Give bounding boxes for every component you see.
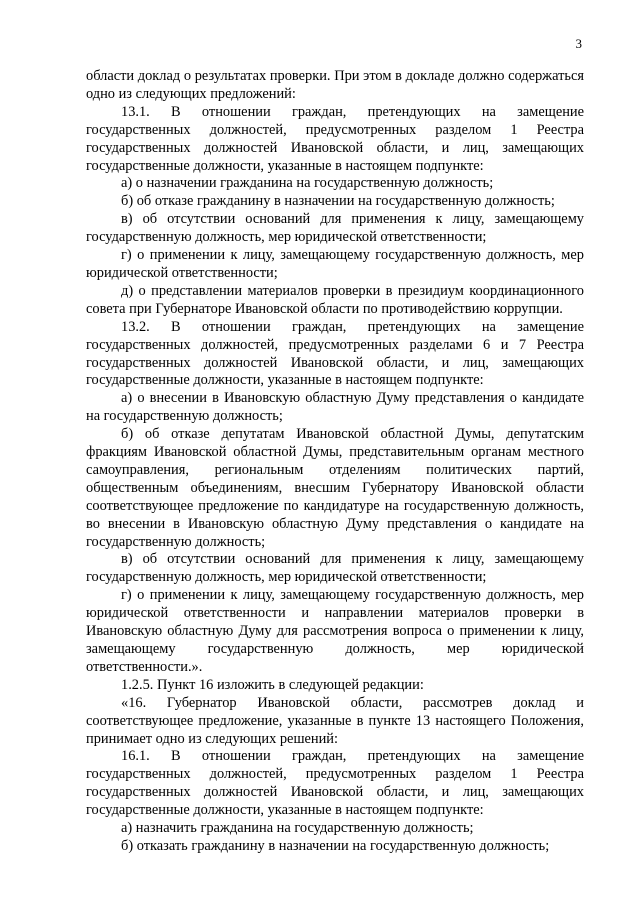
paragraph: б) об отказе гражданину в назначении на государственную должность; xyxy=(121,193,555,210)
paragraph: г) о применении к лицу, замещающему государственную должность, мер юридической ответственности и направлении материалов проверки в Ивановскую областную Думу для рассмотрения вопроса о применении к лицу, замещающему государственную должность, мер юридической ответственности.». xyxy=(86,587,584,675)
paragraph: а) назначить гражданина на государственную должность; xyxy=(121,820,474,837)
paragraph: «16. Губернатор Ивановской области, рассмотрев доклад и соответствующее предложение, указанные в пункте 13 настоящего Положения, принимает одно из следующих решений: xyxy=(86,694,584,747)
paragraph: д) о представлении материалов проверки в президиум координационного совета при Губернаторе Ивановской области по противодействию коррупции. xyxy=(86,282,584,317)
paragraph: 13.1. В отношении граждан, претендующих на замещение государственных должностей, предусмотренных разделом 1 Реестра государственных должностей Ивановской области, и лиц, замещающих государственные должности, указанные в настоящем подпункте: xyxy=(86,103,584,174)
document-body xyxy=(86,68,584,856)
paragraph: а) о назначении гражданина на государственную должность; xyxy=(121,175,494,192)
paragraph: г) о применении к лицу, замещающему государственную должность, мер юридической ответственности; xyxy=(86,247,584,281)
paragraph: в) об отсутствии оснований для применения к лицу, замещающему государственную должность, мер юридической ответственности; xyxy=(86,551,584,586)
paragraph: 1.2.5. Пункт 16 изложить в следующей редакции: xyxy=(121,676,424,693)
paragraph: в) об отсутствии оснований для применения к лицу, замещающему государственную должность, мер юридической ответственности; xyxy=(86,211,584,246)
paragraph: области доклад о результатах проверки. При этом в докладе должно содержаться одно из следующих предложений: xyxy=(86,68,584,102)
paragraph: 16.1. В отношении граждан, претендующих на замещение государственных должностей, предусмотренных разделом 1 Реестра государственных должностей Ивановской области, и лиц, замещающих государственные должности, указанные в настоящем подпункте: xyxy=(86,748,584,819)
page-number: 3 xyxy=(575,36,582,51)
paragraph: б) об отказе депутатам Ивановской областной Думы, депутатским фракциям Ивановской областной Думы, представительным органам местного самоуправления, региональным отделениям политических партий, общественным объединениям, внесшим Губернатору Ивановской области соответствующее предложение по кандидатуре на государственную должность, во внесении в Ивановскую областную Думу представления о кандидате на государственную должность; xyxy=(86,426,584,550)
paragraph: а) о внесении в Ивановскую областную Думу представления о кандидате на государственную должность; xyxy=(86,390,584,425)
paragraph: 13.2. В отношении граждан, претендующих на замещение государственных должностей, предусмотренных разделами 6 и 7 Реестра государственных должностей Ивановской области, и лиц, замещающих государственные должности, указанные в настоящем подпункте: xyxy=(86,318,584,389)
paragraph: б) отказать гражданину в назначении на государственную должность; xyxy=(121,837,550,854)
